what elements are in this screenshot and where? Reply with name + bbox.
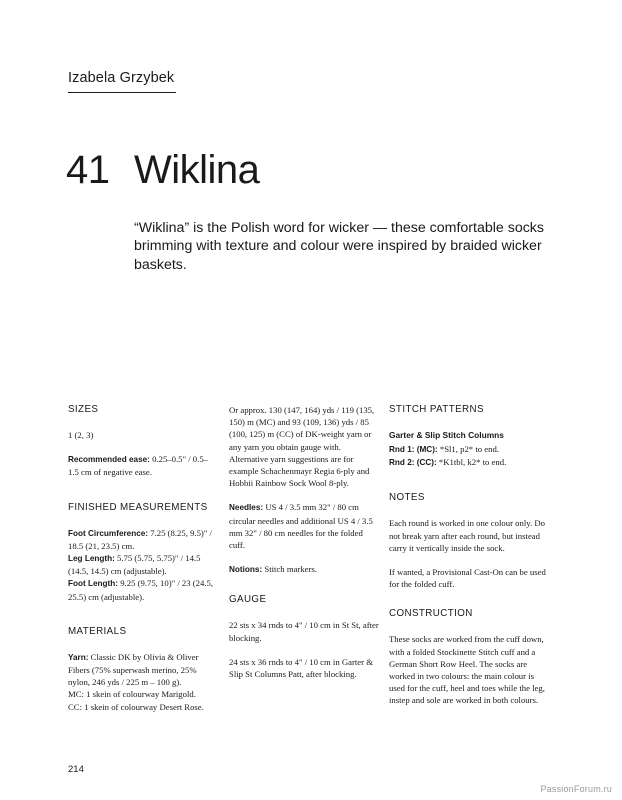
author-underline	[68, 92, 176, 93]
yarn-info	[68, 651, 218, 689]
column-left	[68, 404, 218, 725]
foot-len-label: Foot Length:	[68, 579, 119, 589]
sizes-values: 1 (2, 3)	[68, 430, 94, 440]
page-number: 214	[68, 764, 84, 775]
notions-text: Stitch markers.	[262, 564, 317, 575]
needles-info	[229, 501, 379, 551]
foot-circ-label: Foot Circumference:	[68, 528, 149, 538]
intro-text: “Wiklina” is the Polish word for wicker — these comfortable socks brimming with texture and colour were inspired by braided wicker baskets.	[134, 220, 544, 273]
foot-circ-text: 7.25 (8.25, 9.5)" / 18.5 (21, 23.5) cm.	[68, 527, 212, 551]
pattern-number: 41	[66, 148, 110, 192]
needles-label: Needles:	[229, 503, 264, 513]
column-middle	[229, 404, 379, 692]
materials-heading: MATERIALS	[68, 625, 127, 637]
construction-heading: CONSTRUCTION	[389, 608, 473, 620]
construction-text: These socks are worked from the cuff down, with a folded Stockinette Stitch cuff and a German Short Row Heel. The socks are worked in two colours: the main colour is used for the cuff, heel and toes while the leg, instep and sole are worked in both colours.	[389, 634, 545, 706]
watermark: PassionForum.ru	[540, 784, 612, 794]
notions-info	[229, 563, 379, 576]
sizes-heading: SIZES	[68, 404, 99, 415]
round-1	[389, 443, 549, 456]
ease-label: Recommended ease:	[68, 455, 150, 465]
notions-label: Notions:	[229, 565, 263, 575]
author-name: Izabela Grzybek	[68, 70, 175, 86]
rnd1-label: Rnd 1: (MC):	[389, 445, 438, 454]
foot-len-text: 9.25 (9.75, 10)" / 23 (24.5, 25.5) cm (adjustable).	[68, 578, 214, 602]
notes-paragraph-1: Each round is worked in one colour only. Do not break yarn after each round, but instead carry it vertically inside the sock.	[389, 518, 546, 553]
round-2	[389, 456, 549, 469]
yarn-alternative: Or approx. 130 (147, 164) yds / 119 (135, 150) m (MC) and 93 (109, 136) yds / 85 (100, 125) m (CC) of DK-weight yarn or any yarn you obtain gauge with. Alternative yarn suggestions are for example Schachenmayr Regia 6-ply and Hobbii Rainbow Sock Wool 8-ply.	[229, 405, 375, 489]
foot-circumference	[68, 527, 218, 552]
rnd2-text: *K1tbl, k2* to end.	[436, 457, 507, 468]
leg-text: 5.75 (5.75, 5.75)" / 14.5 (14.5, 14.5) cm (adjustable).	[68, 553, 201, 577]
rnd2-label: Rnd 2: (CC):	[389, 458, 437, 468]
yarn-text: Classic DK by Olivia & Oliver Fibers (75% superwash merino, 25% nylon, 246 yds / 225 m – 100 g).	[68, 651, 199, 688]
stitch-patterns-heading: STITCH PATTERNS	[389, 404, 484, 415]
foot-length	[68, 577, 218, 602]
finished-heading: FINISHED MEASUREMENTS	[68, 501, 208, 513]
leg-length	[68, 552, 218, 577]
yarn-label: Yarn:	[68, 652, 89, 662]
gauge-line-2: 24 sts x 36 rnds to 4" / 10 cm in Garter & Slip St Columns Patt, after blocking.	[229, 656, 373, 680]
cc-info: CC: 1 skein of colourway Desert Rose.	[68, 701, 204, 712]
gauge-line-1: 22 sts x 34 rnds to 4" / 10 cm in St St, after blocking.	[229, 620, 379, 643]
stitch-pattern-name: Garter & Slip Stitch Columns	[389, 430, 504, 440]
notes-heading: NOTES	[389, 492, 425, 504]
recommended-ease	[68, 453, 218, 478]
column-right	[389, 404, 549, 719]
rnd1-text: *Sl1, p2* to end.	[437, 444, 499, 454]
mc-info: MC: 1 skein of colourway Marigold.	[68, 689, 196, 700]
gauge-heading: GAUGE	[229, 594, 267, 606]
notes-paragraph-2: If wanted, a Provisional Cast-On can be used for the folded cuff.	[389, 567, 546, 590]
ease-text: 0.25–0.5" / 0.5–1.5 cm of negative ease.	[68, 454, 209, 478]
needles-text: US 4 / 3.5 mm 32" / 80 cm circular needles and additional US 4 / 3.5 mm 32" / 80 cm needles for the folded cuff.	[229, 502, 373, 551]
pattern-title: Wiklina	[134, 148, 260, 192]
leg-label: Leg Length:	[68, 554, 115, 564]
